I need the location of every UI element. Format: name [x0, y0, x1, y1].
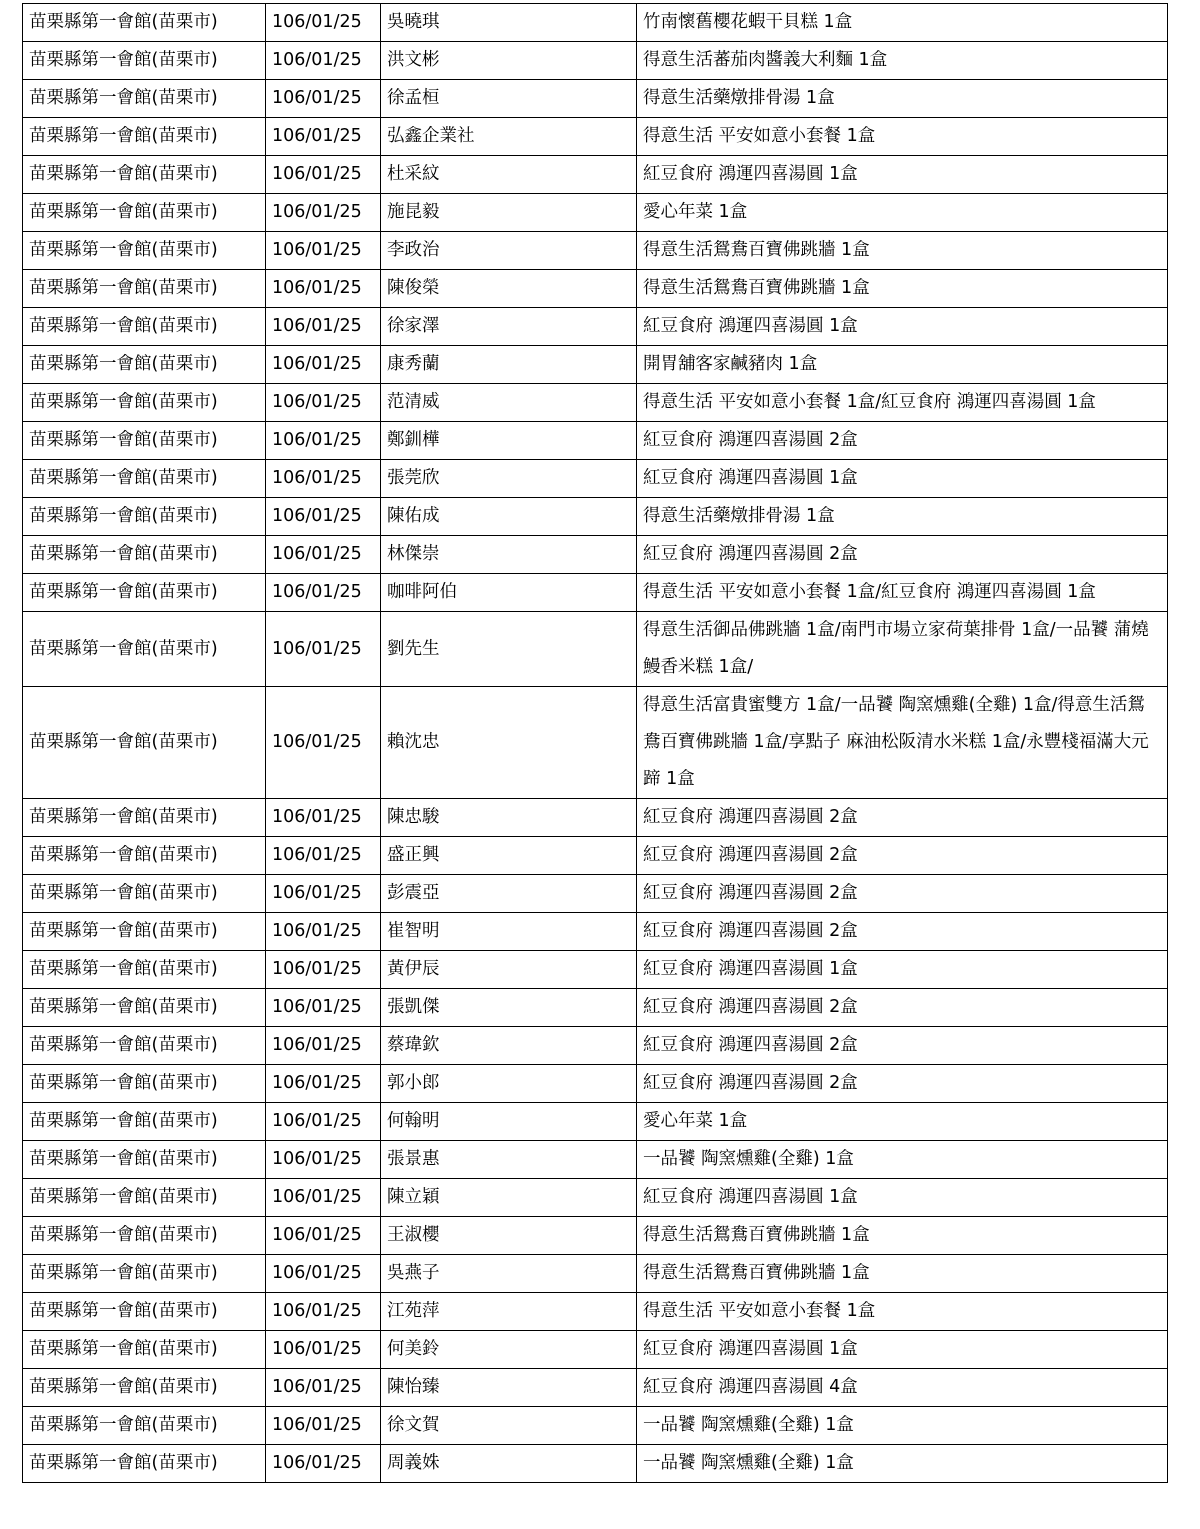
donor-cell: 陳忠駿: [381, 799, 637, 837]
donor-cell: 張景惠: [381, 1141, 637, 1179]
venue-cell: 苗栗縣第一會館(苗栗市): [23, 612, 266, 687]
item-cell: 開胃舖客家鹹豬肉 1盒: [637, 346, 1168, 384]
donor-cell: 徐家澤: [381, 308, 637, 346]
item-cell: 得意生活鴛鴦百寶佛跳牆 1盒: [637, 270, 1168, 308]
donor-cell: 陳佑成: [381, 498, 637, 536]
date-cell: 106/01/25: [266, 232, 381, 270]
item-cell: 紅豆食府 鴻運四喜湯圓 2盒: [637, 422, 1168, 460]
date-cell: 106/01/25: [266, 1217, 381, 1255]
venue-cell: 苗栗縣第一會館(苗栗市): [23, 989, 266, 1027]
date-cell: 106/01/25: [266, 1331, 381, 1369]
table-row: [23, 1179, 1168, 1217]
item-cell: 得意生活藥燉排骨湯 1盒: [637, 80, 1168, 118]
table-row: [23, 1103, 1168, 1141]
item-cell: 紅豆食府 鴻運四喜湯圓 2盒: [637, 989, 1168, 1027]
table-row: [23, 194, 1168, 232]
item-cell: 得意生活 平安如意小套餐 1盒/紅豆食府 鴻運四喜湯圓 1盒: [637, 574, 1168, 612]
date-cell: 106/01/25: [266, 308, 381, 346]
item-cell: 得意生活御品佛跳牆 1盒/南門市場立家荷葉排骨 1盒/一品饕 蒲燒鰻香米糕 1盒/: [637, 612, 1168, 687]
date-cell: 106/01/25: [266, 1141, 381, 1179]
donor-cell: 張莞欣: [381, 460, 637, 498]
venue-cell: 苗栗縣第一會館(苗栗市): [23, 80, 266, 118]
venue-cell: 苗栗縣第一會館(苗栗市): [23, 384, 266, 422]
donor-cell: 崔智明: [381, 913, 637, 951]
date-cell: 106/01/25: [266, 270, 381, 308]
item-cell: 紅豆食府 鴻運四喜湯圓 1盒: [637, 460, 1168, 498]
item-cell: 紅豆食府 鴻運四喜湯圓 2盒: [637, 837, 1168, 875]
table-row: [23, 1293, 1168, 1331]
donor-cell: 何美鈴: [381, 1331, 637, 1369]
date-cell: 106/01/25: [266, 536, 381, 574]
item-cell: 紅豆食府 鴻運四喜湯圓 4盒: [637, 1369, 1168, 1407]
item-cell: 愛心年菜 1盒: [637, 1103, 1168, 1141]
venue-cell: 苗栗縣第一會館(苗栗市): [23, 1369, 266, 1407]
donor-cell: 陳立穎: [381, 1179, 637, 1217]
item-cell: 得意生活富貴蜜雙方 1盒/一品饕 陶窯燻雞(全雞) 1盒/得意生活鴛鴦百寶佛跳牆 1盒/享點子 麻油松阪清水米糕 1盒/永豐棧福滿大元蹄 1盒: [637, 687, 1168, 799]
date-cell: 106/01/25: [266, 1179, 381, 1217]
table-row: [23, 612, 1168, 687]
date-cell: 106/01/25: [266, 1027, 381, 1065]
table-row: [23, 1369, 1168, 1407]
item-cell: 得意生活蕃茄肉醬義大利麵 1盒: [637, 42, 1168, 80]
donor-cell: 施昆毅: [381, 194, 637, 232]
table-row: [23, 118, 1168, 156]
venue-cell: 苗栗縣第一會館(苗栗市): [23, 232, 266, 270]
item-cell: 得意生活鴛鴦百寶佛跳牆 1盒: [637, 1217, 1168, 1255]
date-cell: 106/01/25: [266, 1293, 381, 1331]
venue-cell: 苗栗縣第一會館(苗栗市): [23, 270, 266, 308]
item-cell: 紅豆食府 鴻運四喜湯圓 2盒: [637, 1065, 1168, 1103]
donor-cell: 劉先生: [381, 612, 637, 687]
venue-cell: 苗栗縣第一會館(苗栗市): [23, 1255, 266, 1293]
donor-cell: 李政治: [381, 232, 637, 270]
venue-cell: 苗栗縣第一會館(苗栗市): [23, 1293, 266, 1331]
table-row: [23, 460, 1168, 498]
venue-cell: 苗栗縣第一會館(苗栗市): [23, 1103, 266, 1141]
donor-cell: 彭震亞: [381, 875, 637, 913]
table-row: [23, 913, 1168, 951]
venue-cell: 苗栗縣第一會館(苗栗市): [23, 308, 266, 346]
table-row: [23, 536, 1168, 574]
date-cell: 106/01/25: [266, 1065, 381, 1103]
item-cell: 一品饕 陶窯燻雞(全雞) 1盒: [637, 1141, 1168, 1179]
date-cell: 106/01/25: [266, 80, 381, 118]
item-cell: 得意生活鴛鴦百寶佛跳牆 1盒: [637, 1255, 1168, 1293]
venue-cell: 苗栗縣第一會館(苗栗市): [23, 799, 266, 837]
date-cell: 106/01/25: [266, 574, 381, 612]
donor-cell: 范清威: [381, 384, 637, 422]
donor-cell: 鄭釧樺: [381, 422, 637, 460]
date-cell: 106/01/25: [266, 118, 381, 156]
donor-cell: 弘鑫企業社: [381, 118, 637, 156]
item-cell: 紅豆食府 鴻運四喜湯圓 2盒: [637, 913, 1168, 951]
table-row: [23, 1445, 1168, 1483]
venue-cell: 苗栗縣第一會館(苗栗市): [23, 422, 266, 460]
table-row: [23, 1407, 1168, 1445]
venue-cell: 苗栗縣第一會館(苗栗市): [23, 1141, 266, 1179]
venue-cell: 苗栗縣第一會館(苗栗市): [23, 1445, 266, 1483]
date-cell: 106/01/25: [266, 837, 381, 875]
date-cell: 106/01/25: [266, 42, 381, 80]
table-row: [23, 384, 1168, 422]
date-cell: 106/01/25: [266, 1445, 381, 1483]
venue-cell: 苗栗縣第一會館(苗栗市): [23, 1027, 266, 1065]
date-cell: 106/01/25: [266, 913, 381, 951]
date-cell: 106/01/25: [266, 1255, 381, 1293]
venue-cell: 苗栗縣第一會館(苗栗市): [23, 687, 266, 799]
table-row: [23, 308, 1168, 346]
table-row: [23, 1141, 1168, 1179]
donor-cell: 周義姝: [381, 1445, 637, 1483]
venue-cell: 苗栗縣第一會館(苗栗市): [23, 118, 266, 156]
table-row: [23, 42, 1168, 80]
item-cell: 紅豆食府 鴻運四喜湯圓 1盒: [637, 156, 1168, 194]
date-cell: 106/01/25: [266, 1407, 381, 1445]
table-row: [23, 1027, 1168, 1065]
item-cell: 紅豆食府 鴻運四喜湯圓 1盒: [637, 1331, 1168, 1369]
donor-cell: 王淑櫻: [381, 1217, 637, 1255]
table-row: [23, 346, 1168, 384]
item-cell: 得意生活 平安如意小套餐 1盒: [637, 1293, 1168, 1331]
venue-cell: 苗栗縣第一會館(苗栗市): [23, 1407, 266, 1445]
date-cell: 106/01/25: [266, 687, 381, 799]
donor-cell: 咖啡阿伯: [381, 574, 637, 612]
donor-cell: 吳燕子: [381, 1255, 637, 1293]
table-row: [23, 4, 1168, 42]
table-row: [23, 1255, 1168, 1293]
table-row: [23, 232, 1168, 270]
venue-cell: 苗栗縣第一會館(苗栗市): [23, 1179, 266, 1217]
table-body: [23, 4, 1168, 1483]
date-cell: 106/01/25: [266, 384, 381, 422]
donor-cell: 郭小郎: [381, 1065, 637, 1103]
donor-cell: 何翰明: [381, 1103, 637, 1141]
date-cell: 106/01/25: [266, 4, 381, 42]
table-row: [23, 574, 1168, 612]
donor-cell: 杜采紋: [381, 156, 637, 194]
date-cell: 106/01/25: [266, 1103, 381, 1141]
item-cell: 紅豆食府 鴻運四喜湯圓 1盒: [637, 308, 1168, 346]
item-cell: 紅豆食府 鴻運四喜湯圓 1盒: [637, 951, 1168, 989]
item-cell: 得意生活藥燉排骨湯 1盒: [637, 498, 1168, 536]
venue-cell: 苗栗縣第一會館(苗栗市): [23, 498, 266, 536]
table-row: [23, 80, 1168, 118]
donor-cell: 黃伊辰: [381, 951, 637, 989]
donor-cell: 洪文彬: [381, 42, 637, 80]
table-row: [23, 1331, 1168, 1369]
item-cell: 紅豆食府 鴻運四喜湯圓 2盒: [637, 1027, 1168, 1065]
venue-cell: 苗栗縣第一會館(苗栗市): [23, 837, 266, 875]
item-cell: 竹南懷舊櫻花蝦干貝糕 1盒: [637, 4, 1168, 42]
item-cell: 紅豆食府 鴻運四喜湯圓 2盒: [637, 536, 1168, 574]
item-cell: 得意生活鴛鴦百寶佛跳牆 1盒: [637, 232, 1168, 270]
table-row: [23, 422, 1168, 460]
item-cell: 一品饕 陶窯燻雞(全雞) 1盒: [637, 1445, 1168, 1483]
date-cell: 106/01/25: [266, 498, 381, 536]
table-row: [23, 156, 1168, 194]
table-row: [23, 837, 1168, 875]
donor-cell: 林傑崇: [381, 536, 637, 574]
donor-cell: 賴沈忠: [381, 687, 637, 799]
item-cell: 得意生活 平安如意小套餐 1盒/紅豆食府 鴻運四喜湯圓 1盒: [637, 384, 1168, 422]
item-cell: 得意生活 平安如意小套餐 1盒: [637, 118, 1168, 156]
venue-cell: 苗栗縣第一會館(苗栗市): [23, 875, 266, 913]
venue-cell: 苗栗縣第一會館(苗栗市): [23, 1217, 266, 1255]
item-cell: 愛心年菜 1盒: [637, 194, 1168, 232]
table-row: [23, 687, 1168, 799]
venue-cell: 苗栗縣第一會館(苗栗市): [23, 4, 266, 42]
item-cell: 紅豆食府 鴻運四喜湯圓 2盒: [637, 875, 1168, 913]
donor-cell: 盛正興: [381, 837, 637, 875]
date-cell: 106/01/25: [266, 875, 381, 913]
date-cell: 106/01/25: [266, 799, 381, 837]
date-cell: 106/01/25: [266, 156, 381, 194]
venue-cell: 苗栗縣第一會館(苗栗市): [23, 536, 266, 574]
table-row: [23, 270, 1168, 308]
table-row: [23, 1217, 1168, 1255]
donor-cell: 江苑萍: [381, 1293, 637, 1331]
date-cell: 106/01/25: [266, 422, 381, 460]
table-row: [23, 989, 1168, 1027]
date-cell: 106/01/25: [266, 346, 381, 384]
donor-cell: 徐文賀: [381, 1407, 637, 1445]
date-cell: 106/01/25: [266, 1369, 381, 1407]
venue-cell: 苗栗縣第一會館(苗栗市): [23, 194, 266, 232]
donation-table: [22, 3, 1168, 1483]
table-row: [23, 951, 1168, 989]
table-row: [23, 1065, 1168, 1103]
donor-cell: 吳曉琪: [381, 4, 637, 42]
item-cell: 一品饕 陶窯燻雞(全雞) 1盒: [637, 1407, 1168, 1445]
venue-cell: 苗栗縣第一會館(苗栗市): [23, 1065, 266, 1103]
donor-cell: 康秀蘭: [381, 346, 637, 384]
venue-cell: 苗栗縣第一會館(苗栗市): [23, 1331, 266, 1369]
venue-cell: 苗栗縣第一會館(苗栗市): [23, 346, 266, 384]
donor-cell: 蔡瑋欽: [381, 1027, 637, 1065]
donor-cell: 徐孟桓: [381, 80, 637, 118]
donor-cell: 陳俊榮: [381, 270, 637, 308]
date-cell: 106/01/25: [266, 460, 381, 498]
date-cell: 106/01/25: [266, 612, 381, 687]
table-row: [23, 498, 1168, 536]
donor-cell: 陳怡臻: [381, 1369, 637, 1407]
item-cell: 紅豆食府 鴻運四喜湯圓 1盒: [637, 1179, 1168, 1217]
date-cell: 106/01/25: [266, 951, 381, 989]
venue-cell: 苗栗縣第一會館(苗栗市): [23, 156, 266, 194]
venue-cell: 苗栗縣第一會館(苗栗市): [23, 574, 266, 612]
venue-cell: 苗栗縣第一會館(苗栗市): [23, 460, 266, 498]
venue-cell: 苗栗縣第一會館(苗栗市): [23, 951, 266, 989]
donor-cell: 張凱傑: [381, 989, 637, 1027]
venue-cell: 苗栗縣第一會館(苗栗市): [23, 913, 266, 951]
item-cell: 紅豆食府 鴻運四喜湯圓 2盒: [637, 799, 1168, 837]
date-cell: 106/01/25: [266, 194, 381, 232]
date-cell: 106/01/25: [266, 989, 381, 1027]
venue-cell: 苗栗縣第一會館(苗栗市): [23, 42, 266, 80]
table-row: [23, 875, 1168, 913]
table-row: [23, 799, 1168, 837]
